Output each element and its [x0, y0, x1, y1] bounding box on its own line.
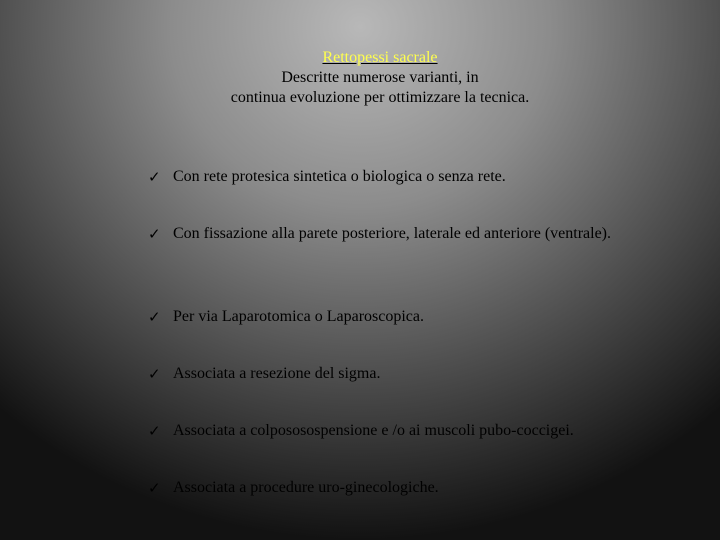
check-mark-icon: ✓ — [148, 225, 161, 243]
bullet-item — [148, 223, 688, 245]
bullet-item — [148, 420, 688, 442]
check-mark-icon: ✓ — [148, 479, 161, 497]
subtitle-line-1: Descritte numerose varianti, in — [281, 69, 479, 86]
bullet-text: Per via Laparotomica o Laparoscopica. — [173, 308, 424, 325]
bullet-item — [148, 306, 688, 328]
title-block — [0, 48, 720, 108]
bullet-item — [148, 477, 688, 499]
bullet-item — [148, 363, 688, 385]
bullet-item — [148, 166, 688, 188]
check-mark-icon: ✓ — [148, 365, 161, 383]
bullet-text: Con fissazione alla parete posteriore, laterale ed anteriore (ventrale). — [173, 225, 611, 242]
bullet-text: Associata a colpososospensione e /o ai muscoli pubo-coccigei. — [173, 422, 574, 439]
bullet-text: Con rete protesica sintetica o biologica o senza rete. — [173, 168, 506, 185]
check-mark-icon: ✓ — [148, 308, 161, 326]
bullet-text: Associata a procedure uro-ginecologiche. — [173, 479, 439, 496]
check-mark-icon: ✓ — [148, 168, 161, 186]
slide-title: Rettopessi sacrale — [322, 49, 438, 66]
bullet-text: Associata a resezione del sigma. — [173, 365, 381, 382]
check-mark-icon: ✓ — [148, 422, 161, 440]
subtitle-line-2: continua evoluzione per ottimizzare la tecnica. — [230, 89, 530, 106]
